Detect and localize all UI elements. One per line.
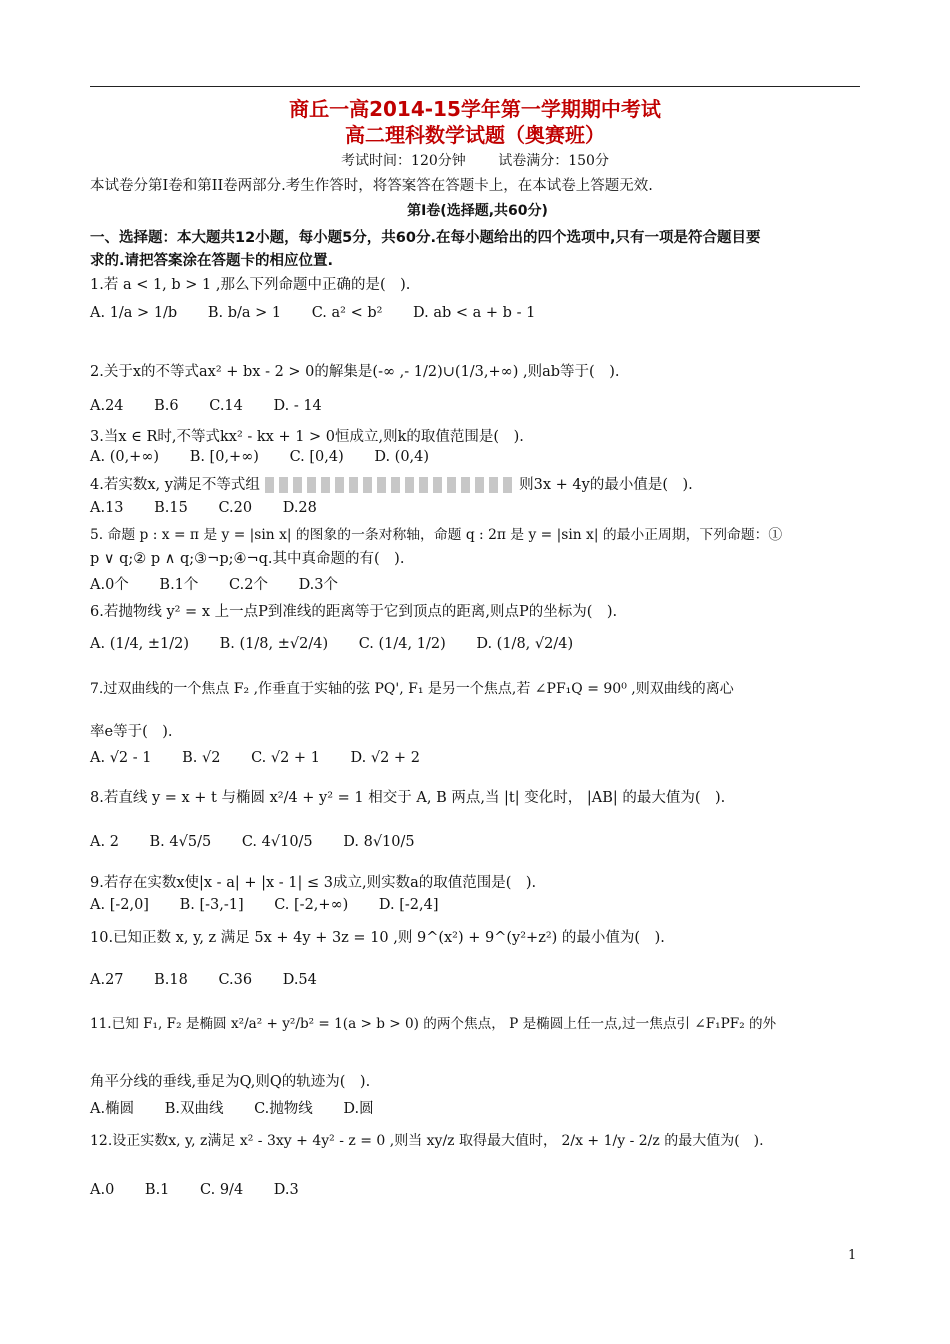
question-9: 9.若存在实数x使|x - a| + |x - 1| ≤ 3成立,则实数a的取值范围是( ). xyxy=(90,875,537,891)
option: B.1个 xyxy=(159,577,199,593)
option: C. a² < b² xyxy=(311,305,383,321)
top-rule xyxy=(90,86,860,87)
option: B.1 xyxy=(144,1182,170,1198)
option: B. 4√5/5 xyxy=(149,834,212,850)
option: C. (1/4, 1/2) xyxy=(358,636,446,652)
intro-text: 本试卷分第I卷和第II卷两部分.考生作答时，将答案答在答题卡上，在本试卷上答题无效. xyxy=(90,178,653,194)
option: B.15 xyxy=(154,500,188,516)
option: A.13 xyxy=(90,500,124,516)
question-2-options xyxy=(90,398,865,414)
option: A. 2 xyxy=(90,834,119,850)
exam-score: 试卷满分：150分 xyxy=(498,153,609,169)
option: A.椭圆 xyxy=(90,1101,135,1117)
option: A. (1/4, ±1/2) xyxy=(90,636,190,652)
option: C. √2 + 1 xyxy=(251,750,320,766)
question-3-options xyxy=(90,449,865,465)
option: B. b/a > 1 xyxy=(207,305,282,321)
option: C. [-2,+∞) xyxy=(274,897,349,913)
option: B. [0,+∞) xyxy=(189,449,259,465)
question-1: 1.若 a < 1, b > 1 ,那么下列命题中正确的是( ). xyxy=(90,277,411,293)
option: D. (1/8, √2/4) xyxy=(476,636,574,652)
option: A. (0,+∞) xyxy=(90,449,160,465)
question-11-options xyxy=(90,1097,865,1118)
option: A. 1/a > 1/b xyxy=(90,305,178,321)
question-7-line-2: 率e等于( ). xyxy=(90,724,173,740)
question-6: 6.若抛物线 y² = x 上一点P到准线的距离等于它到顶点的距离,则点P的坐标为( ). xyxy=(90,604,618,620)
option: A. [-2,0] xyxy=(90,897,149,913)
option: B.18 xyxy=(154,972,188,988)
question-5-line-1: 5. 命题 p : x = π 是 y = |sin x| 的图象的一条对称轴，命题 q : 2π 是 y = |sin x| 的最小正周期，下列命题：① xyxy=(90,527,783,543)
exam-subtitle: 高二理科数学试题（奥赛班） xyxy=(345,123,605,147)
question-11-line-2: 角平分线的垂线,垂足为Q,则Q的轨迹为( ). xyxy=(90,1074,371,1090)
option: C. [0,4) xyxy=(289,449,344,465)
question-5-options xyxy=(90,573,865,594)
option: D.54 xyxy=(282,972,317,988)
option: C. 4√10/5 xyxy=(241,834,313,850)
section-heading: 第I卷(选择题,共60分) xyxy=(407,203,548,219)
option: A. √2 - 1 xyxy=(90,750,152,766)
option: D. 8√10/5 xyxy=(343,834,415,850)
part-instructions-1: 一、选择题：本大题共12小题，每小题5分，共60分.在每小题给出的四个选项中,只有一项是符合题目要 xyxy=(90,230,761,246)
option: C.20 xyxy=(218,500,253,516)
option: D. (0,4) xyxy=(374,449,430,465)
option: B. √2 xyxy=(182,750,221,766)
option: B. (1/8, ±√2/4) xyxy=(219,636,329,652)
exam-time: 考试时间：120分钟 xyxy=(341,153,466,169)
option: A.0 xyxy=(90,1182,115,1198)
option: A.27 xyxy=(90,972,124,988)
exam-title: 商丘一高2014-15学年第一学期期中考试 xyxy=(289,97,661,121)
question-4-options xyxy=(90,500,865,516)
part-instructions-2: 求的.请把答案涂在答题卡的相应位置. xyxy=(90,253,334,269)
option: B.6 xyxy=(154,398,179,414)
question-11-line-1: 11.已知 F₁, F₂ 是椭圆 x²/a² + y²/b² = 1(a > b > 0) 的两个焦点， P 是椭圆上任一点,过一焦点引 ∠F₁PF₂ 的外 xyxy=(90,1016,777,1032)
question-4 xyxy=(90,473,865,494)
question-12: 12.设正实数x, y, z满足 x² - 3xy + 4y² - z = 0 ,则当 xy/z 取得最大值时， 2/x + 1/y - 2/z 的最大值为( ). xyxy=(90,1133,764,1149)
option: C.抛物线 xyxy=(254,1101,313,1117)
option: C.36 xyxy=(218,972,253,988)
question-9-options xyxy=(90,897,865,913)
option: B. [-3,-1] xyxy=(179,897,244,913)
question-4-stem: 4.若实数x, y满足不等式组 xyxy=(90,477,260,493)
option: D.3 xyxy=(273,1182,299,1198)
page-number: 1 xyxy=(848,1248,857,1263)
option: C.14 xyxy=(209,398,243,414)
question-12-options xyxy=(90,1182,865,1198)
question-10-options xyxy=(90,972,865,988)
question-3: 3.当x ∈ R时,不等式kx² - kx + 1 > 0恒成立,则k的取值范围是( ). xyxy=(90,429,524,445)
option: D.圆 xyxy=(343,1101,374,1117)
option: B.双曲线 xyxy=(164,1101,224,1117)
option: D. - 14 xyxy=(273,398,322,414)
exam-meta xyxy=(90,150,860,170)
option: D. ab < a + b - 1 xyxy=(413,305,536,321)
inequality-system-image xyxy=(265,477,515,493)
option: D.28 xyxy=(282,500,317,516)
question-7-options xyxy=(90,750,865,766)
question-8-options xyxy=(90,834,865,850)
question-10: 10.已知正数 x, y, z 满足 5x + 4y + 3z = 10 ,则 9^(x²) + 9^(y²+z²) 的最小值为( ). xyxy=(90,930,665,946)
option: C. 9/4 xyxy=(200,1182,244,1198)
question-8: 8.若直线 y = x + t 与椭圆 x²/4 + y² = 1 相交于 A, B 两点,当 |t| 变化时， |AB| 的最大值为( ). xyxy=(90,790,726,806)
option: A.24 xyxy=(90,398,124,414)
question-6-options xyxy=(90,636,865,652)
question-5-line-2: p ∨ q;② p ∧ q;③¬p;④¬q.其中真命题的有( ). xyxy=(90,551,405,567)
question-7-line-1: 7.过双曲线的一个焦点 F₂ ,作垂直于实轴的弦 PQ', F₁ 是另一个焦点,若 ∠PF₁Q = 90⁰ ,则双曲线的离心 xyxy=(90,681,734,697)
question-4-ask: 则3x + 4y的最小值是( ). xyxy=(519,477,693,493)
option: D.3个 xyxy=(298,577,339,593)
question-1-options xyxy=(90,305,865,321)
option: D. √2 + 2 xyxy=(350,750,420,766)
question-2: 2.关于x的不等式ax² + bx - 2 > 0的解集是(-∞ ,- 1/2)∪(1/3,+∞) ,则ab等于( ). xyxy=(90,364,620,380)
option: C.2个 xyxy=(229,577,268,593)
option: A.0个 xyxy=(90,577,129,593)
option: D. [-2,4] xyxy=(378,897,439,913)
